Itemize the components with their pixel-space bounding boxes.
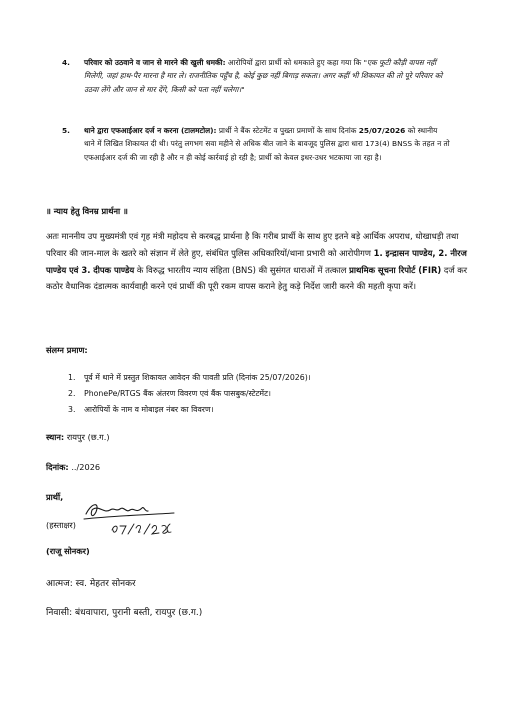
allegation-item-4 [62, 56, 450, 96]
list-item: 1. पूर्व में थाने में प्रस्तुत शिकायत आवेदन की पावती प्रति (दिनांक 25/07/2026)। [68, 373, 311, 382]
date-label: दिनांक: [46, 462, 69, 472]
allegation-text-continued: को स्थानीय थाने में लिखित शिकायत दी थी। परंतु लगभग सवा महीने से अधिक बीत जाने के बावजूद पुलिस द्वारा धारा 173(4) BNSS के तहत न तो एफआईआर दर्ज की जा रही है और न ही कोई कार्रवाई हो रही है; प्रार्थी को केवल इधर-उधर भटकाया जा रहा है। [84, 126, 450, 162]
enclosures-title: संलग्न प्रमाण: [46, 345, 88, 355]
date-value: ../2026 [71, 462, 101, 472]
item-number: 4. [62, 58, 70, 67]
place-label: स्थान: [46, 432, 65, 442]
prayer-heading: ॥ न्याय हेतु विनम्र प्रार्थना ॥ [46, 206, 128, 216]
applicant-label: प्रार्थी, [46, 492, 64, 502]
place-value: रायपुर (छ.ग.) [66, 432, 110, 442]
prayer-text: अतः माननीय उप मुख्यमंत्री एवं गृह मंत्री महोदय से करबद्ध प्रार्थना है कि गरीब प्रार्थी के साथ हुए इतने बड़े आर्थिक अपराध, धोखाधड़ी तथा परिवार की जान-माल के खतरे को संज्ञान में लेते हुए, संबंधित पुलिस अधिकारियों/थाना प्रभारी को आरोपीगण [46, 231, 459, 258]
prayer-text-continued: के विरुद्ध भारतीय न्याय संहिता (BNS) की सुसंगत धाराओं में तत्काल [136, 264, 347, 275]
prayer-text-end: दर्ज कर कठोर वैधानिक दंडात्मक कार्यवाही करने एवं प्रार्थी की पूरी रकम वापस कराने हेतु कड़े निर्देश जारी करने की महती कृपा करें। [46, 264, 468, 292]
applicant-name: (राजू सोनकर) [46, 546, 90, 556]
handwritten-signature [82, 498, 194, 538]
list-item: 2. PhonePe/RTGS बैंक अंतरण विवरण एवं बैंक पासबुक/स्टेटमेंट। [68, 389, 271, 399]
signature-label: (हस्ताक्षर) [46, 520, 76, 530]
allegation-text: प्रार्थी ने बैंक स्टेटमेंट व पुख्ता प्रमाणों के साथ दिनांक [218, 126, 357, 135]
threat-quote: "एक फूटी कौड़ी वापस नहीं मिलेगी, जहां हाथ-पैर मारना है मार ले। राजनीतिक पहुँच है, कोई कुछ नहीं बिगाड़ सकता। अगर कहीं भी शिकायत की तो पूरे परिवार को उठवा लेंगे और जान से मार देंगे, किसी को पता नहीं चलेगा।" [84, 58, 443, 94]
address: निवासी: बंधवापारा, पुरानी बस्ती, रायपुर (छ.ग.) [46, 608, 203, 618]
accused-names: 1. इन्द्रासन पाण्डेय, 2. नीरज पाण्डेय एवं 3. दीपक पाण्डेय [46, 247, 467, 275]
item-number: 5. [62, 126, 70, 135]
place-line [46, 432, 110, 443]
enclosures-list [68, 370, 311, 419]
allegation-heading: परिवार को उठवाने व जान से मारने की खुली धमकी: [84, 58, 226, 67]
complaint-date: 25/07/2026 [358, 126, 406, 135]
date-line [46, 462, 100, 473]
allegation-item-5 [62, 124, 450, 164]
allegation-text: आरोपियों द्वारा प्रार्थी को धमकाते हुए कहा गया कि [227, 58, 362, 67]
fir-term: प्राथमिक सूचना रिपोर्ट (FIR) [349, 264, 442, 275]
father-name: आत्मज: स्व. मेहतर सोनकर [46, 579, 136, 589]
list-item: 3. आरोपियों के नाम व मोबाइल नंबर का विवरण। [68, 405, 214, 415]
prayer-paragraph [46, 228, 468, 295]
allegation-heading: थाने द्वारा एफआईआर दर्ज न करना (टालमटोल): [84, 126, 217, 135]
